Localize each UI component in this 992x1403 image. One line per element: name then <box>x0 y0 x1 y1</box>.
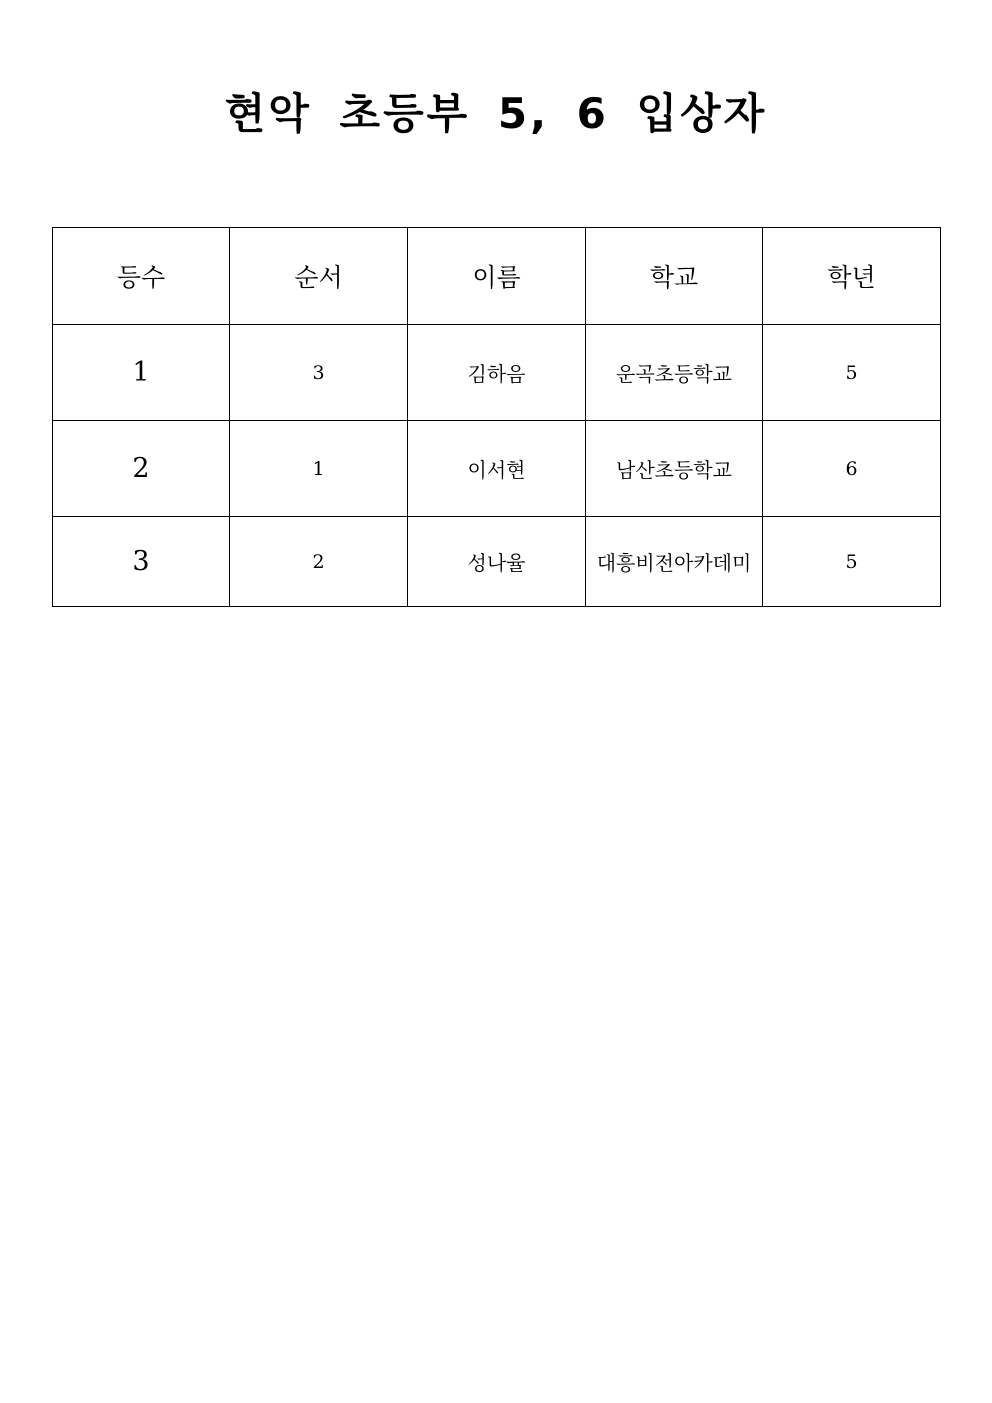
name-cell: 김하음 <box>408 325 586 421</box>
name-cell: 성나율 <box>408 517 586 607</box>
school-cell: 대흥비전아카데미 <box>586 517 763 607</box>
grade-cell: 5 <box>763 517 941 607</box>
header-grade: 학년 <box>763 228 941 325</box>
order-cell: 2 <box>230 517 408 607</box>
header-order: 순서 <box>230 228 408 325</box>
grade-cell: 6 <box>763 421 941 517</box>
table-row <box>53 421 941 517</box>
order-cell: 1 <box>230 421 408 517</box>
school-cell: 남산초등학교 <box>586 421 763 517</box>
header-rank: 등수 <box>53 228 230 325</box>
header-school: 학교 <box>586 228 763 325</box>
rank-cell: 3 <box>53 517 230 607</box>
grade-cell: 5 <box>763 325 941 421</box>
name-cell: 이서현 <box>408 421 586 517</box>
school-cell: 운곡초등학교 <box>586 325 763 421</box>
page-title: 현악 초등부 5, 6 입상자 <box>224 89 768 138</box>
table-row <box>53 325 941 421</box>
rank-cell: 2 <box>53 421 230 517</box>
table-row <box>53 517 941 607</box>
order-cell: 3 <box>230 325 408 421</box>
table-header-row <box>53 228 941 325</box>
header-name: 이름 <box>408 228 586 325</box>
results-table <box>52 227 941 607</box>
rank-cell: 1 <box>53 325 230 421</box>
